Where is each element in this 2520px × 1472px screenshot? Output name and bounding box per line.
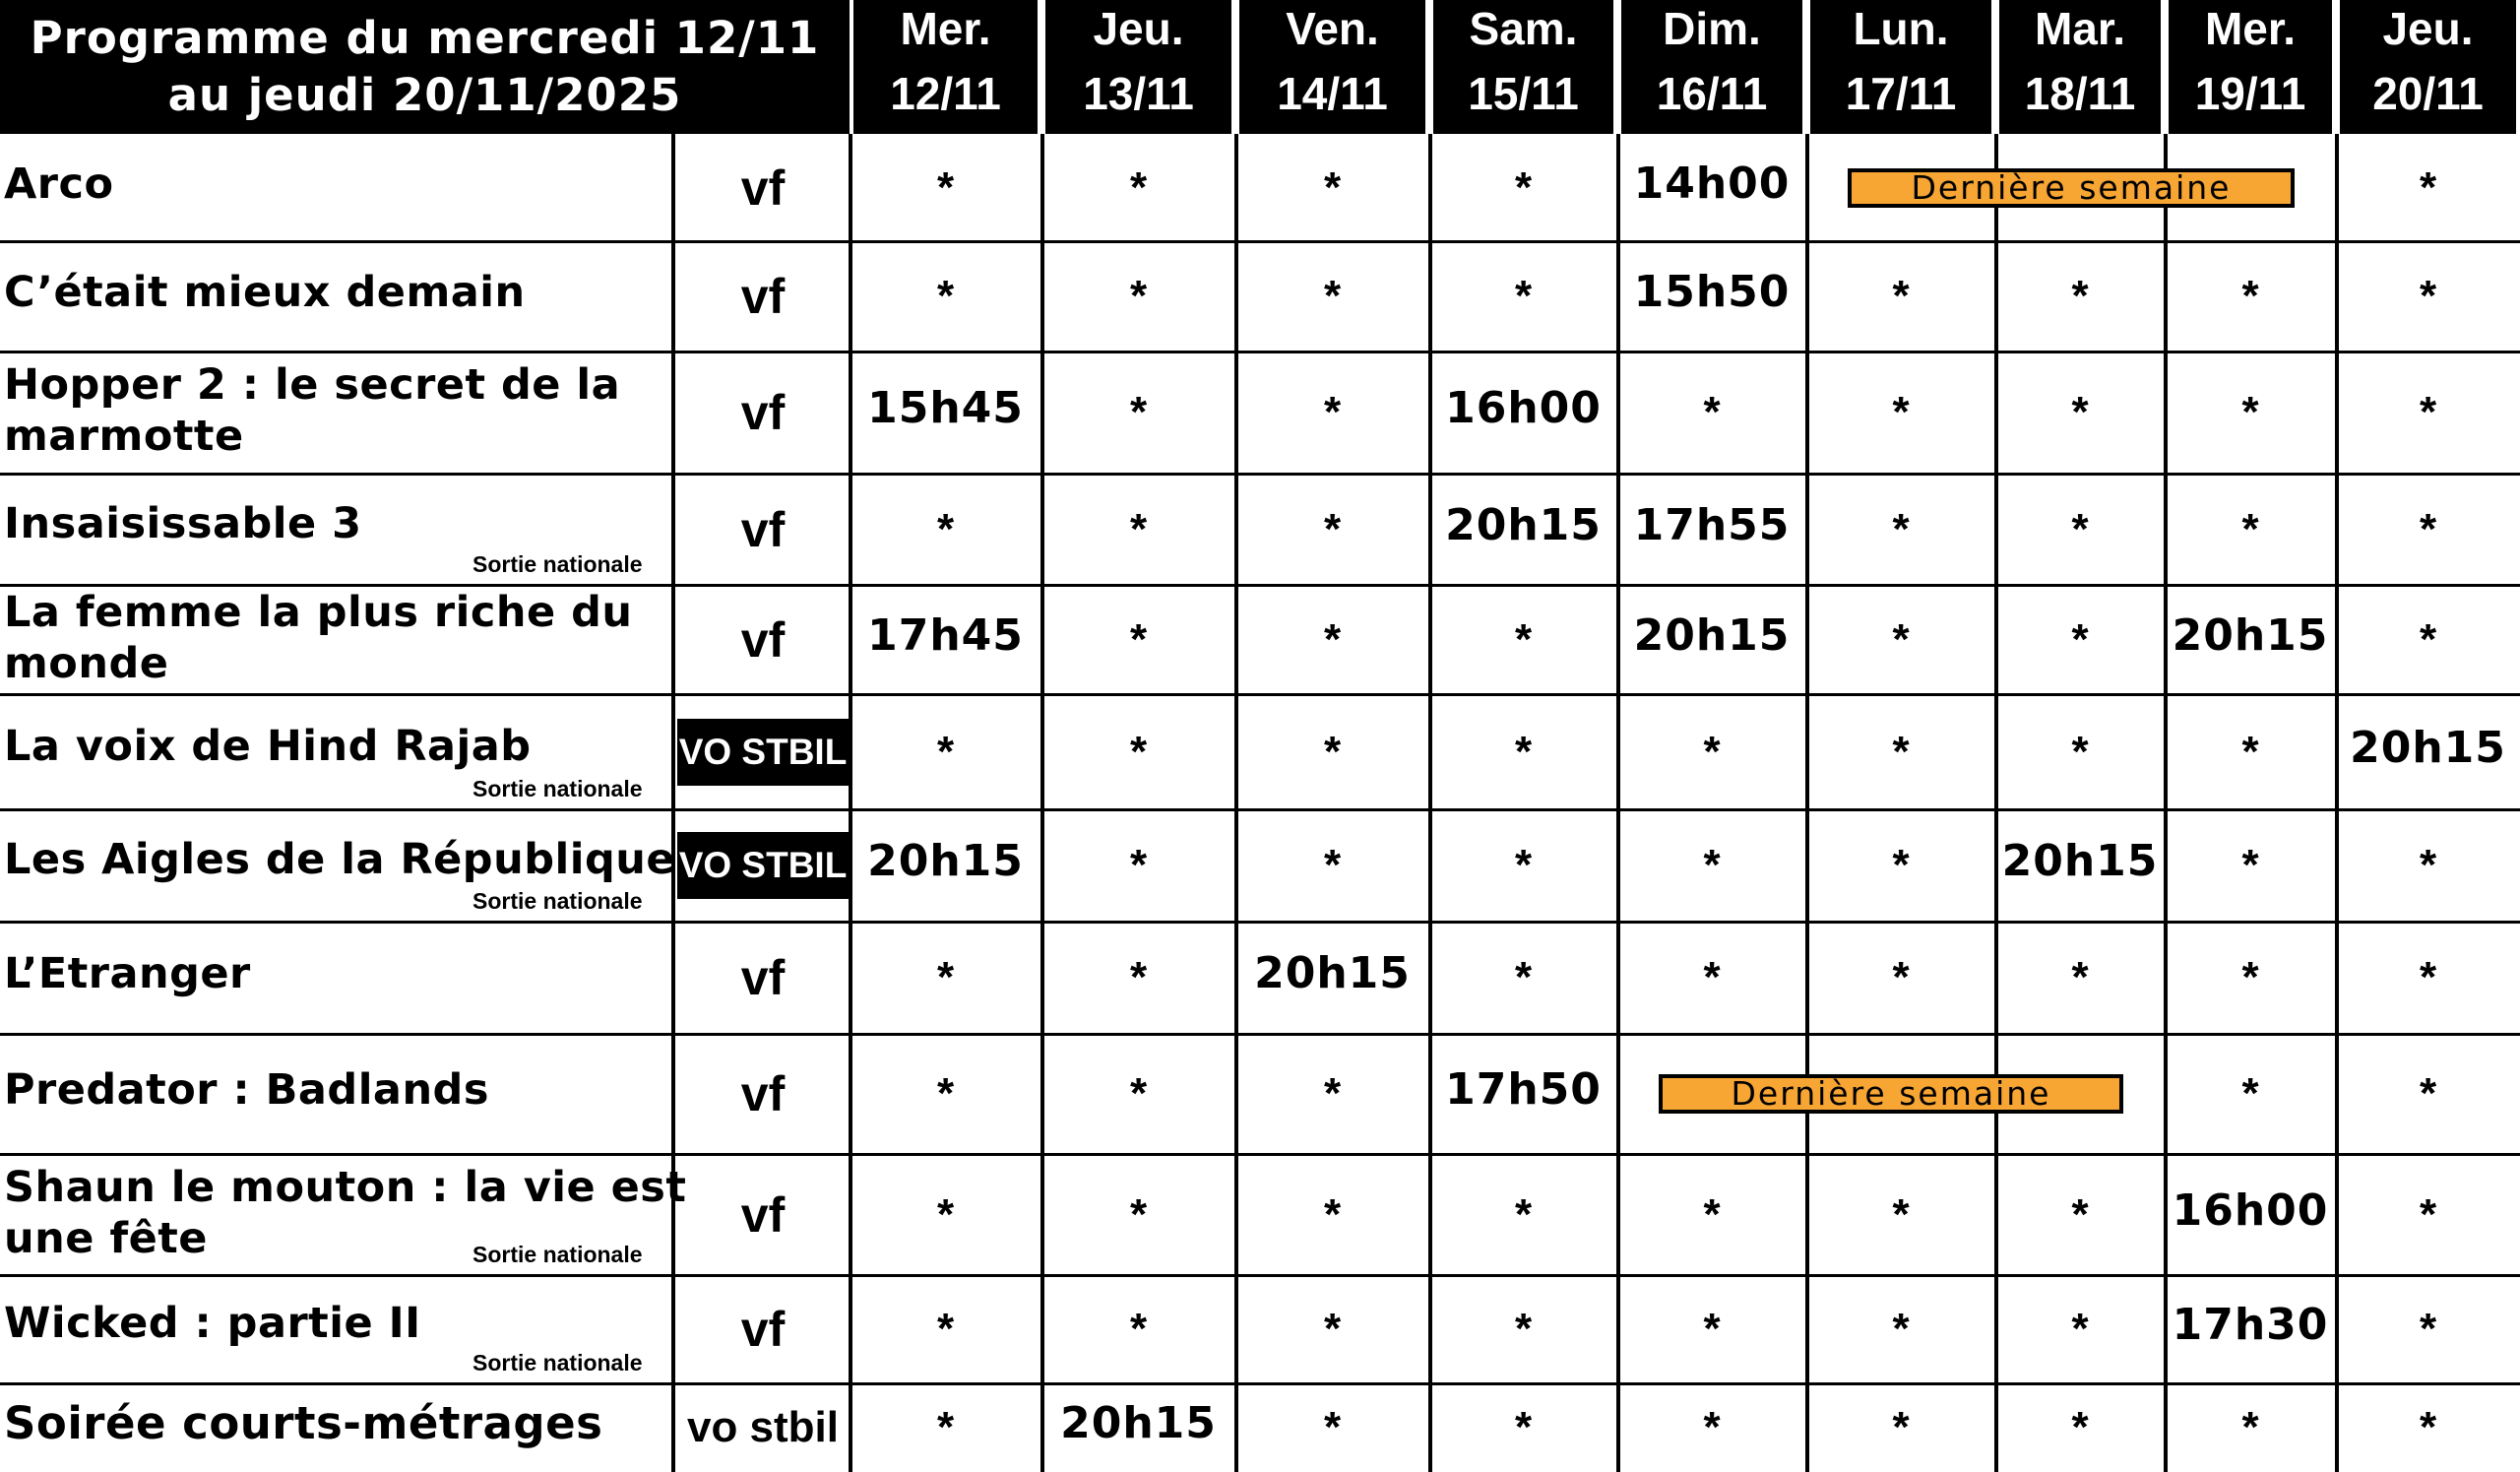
sortie-nationale-label: Sortie nationale xyxy=(472,888,643,914)
no-show-marker: * xyxy=(2241,841,2259,889)
no-show-marker: * xyxy=(1129,953,1148,1001)
no-show-marker: * xyxy=(2419,841,2437,889)
no-show-marker: * xyxy=(2071,1305,2089,1353)
showtime: 20h15 xyxy=(1254,948,1411,998)
no-show-marker: * xyxy=(1514,1305,1533,1353)
version-label: vf xyxy=(740,385,786,440)
no-show-marker: * xyxy=(936,1305,955,1353)
sortie-nationale-label: Sortie nationale xyxy=(472,1350,643,1376)
no-show-marker: * xyxy=(1129,614,1148,664)
no-show-marker: * xyxy=(936,504,955,553)
column-divider xyxy=(849,134,852,1472)
day-name: Sam. xyxy=(1469,3,1578,54)
showtime: 15h50 xyxy=(1633,267,1791,317)
no-show-marker: * xyxy=(1323,841,1342,889)
no-show-marker: * xyxy=(936,162,955,212)
showtime: 20h15 xyxy=(1060,1398,1217,1448)
film-title: Predator : Badlands xyxy=(4,1065,489,1115)
day-name: Jeu. xyxy=(2382,3,2474,54)
column-divider xyxy=(2335,134,2339,1472)
row-divider xyxy=(0,473,2520,476)
no-show-marker: * xyxy=(2419,1189,2437,1239)
column-divider xyxy=(1234,134,1238,1472)
version-label: vf xyxy=(740,1302,786,1357)
row-divider xyxy=(0,1382,2520,1385)
no-show-marker: * xyxy=(1892,841,1910,889)
row-divider xyxy=(0,351,2520,353)
row-divider xyxy=(0,693,2520,696)
no-show-marker: * xyxy=(2241,388,2259,436)
day-header-1 xyxy=(1045,0,1231,134)
day-name: Mar. xyxy=(2034,3,2126,54)
no-show-marker: * xyxy=(2419,1305,2437,1353)
film-title: L’Etranger xyxy=(4,949,251,998)
no-show-marker: * xyxy=(1323,1403,1342,1451)
no-show-marker: * xyxy=(1892,727,1910,776)
no-show-marker: * xyxy=(2419,1069,2437,1118)
derniere-semaine-banner: Dernière semaine xyxy=(1659,1074,2123,1114)
showtime: 20h15 xyxy=(1633,609,1791,661)
column-divider xyxy=(1428,134,1432,1472)
no-show-marker: * xyxy=(1703,953,1721,1001)
no-show-marker: * xyxy=(1323,614,1342,664)
no-show-marker: * xyxy=(1514,727,1533,776)
day-header-0 xyxy=(853,0,1038,134)
no-show-marker: * xyxy=(2071,614,2089,664)
no-show-marker: * xyxy=(2419,388,2437,436)
column-divider xyxy=(671,134,675,1472)
no-show-marker: * xyxy=(2071,727,2089,776)
no-show-marker: * xyxy=(936,272,955,320)
film-title: Insaisissable 3 xyxy=(4,498,362,548)
film-title: Hopper 2 : le secret de la xyxy=(4,360,621,410)
version-label: vf xyxy=(740,269,786,324)
no-show-marker: * xyxy=(1129,841,1148,889)
no-show-marker: * xyxy=(1323,727,1342,776)
day-date: 16/11 xyxy=(1656,68,1768,119)
no-show-marker: * xyxy=(1323,1305,1342,1353)
no-show-marker: * xyxy=(2071,504,2089,553)
showtime: 20h15 xyxy=(867,836,1024,886)
no-show-marker: * xyxy=(1129,504,1148,553)
film-title: Wicked : partie II xyxy=(4,1299,421,1348)
version-label: vf xyxy=(740,950,786,1005)
no-show-marker: * xyxy=(2419,614,2437,664)
no-show-marker: * xyxy=(2071,272,2089,320)
no-show-marker: * xyxy=(1129,388,1148,436)
programme-title-line1: Programme du mercredi 12/11 xyxy=(30,12,820,64)
derniere-semaine-banner: Dernière semaine xyxy=(1848,168,2295,208)
no-show-marker: * xyxy=(1703,1305,1721,1353)
version-label: VO STBIL xyxy=(677,719,849,786)
day-date: 15/11 xyxy=(1468,68,1579,119)
programme-title-line2: au jeudi 20/11/2025 xyxy=(167,69,682,121)
version-label: vf xyxy=(740,1186,786,1243)
showtime: 17h30 xyxy=(2172,1300,2329,1350)
film-title: Arco xyxy=(4,159,114,209)
no-show-marker: * xyxy=(1892,388,1910,436)
day-header-6 xyxy=(1999,0,2161,134)
no-show-marker: * xyxy=(1129,1305,1148,1353)
no-show-marker: * xyxy=(1703,1189,1721,1239)
column-divider xyxy=(2164,134,2168,1472)
film-title: C’était mieux demain xyxy=(4,268,526,317)
no-show-marker: * xyxy=(1323,1069,1342,1118)
version-label: vf xyxy=(740,611,786,668)
no-show-marker: * xyxy=(1323,504,1342,553)
film-title: monde xyxy=(4,638,169,688)
programme-title xyxy=(0,0,850,134)
no-show-marker: * xyxy=(936,1069,955,1118)
no-show-marker: * xyxy=(1514,953,1533,1001)
version-label: vf xyxy=(740,1066,786,1121)
row-divider xyxy=(0,921,2520,924)
column-divider xyxy=(1805,134,1809,1472)
column-divider xyxy=(1616,134,1620,1472)
no-show-marker: * xyxy=(2241,504,2259,553)
no-show-marker: * xyxy=(2419,1403,2437,1451)
version-label: VO STBIL xyxy=(677,832,849,899)
film-title: marmotte xyxy=(4,412,244,461)
showtime: 16h00 xyxy=(1445,383,1602,433)
no-show-marker: * xyxy=(1892,504,1910,553)
row-divider xyxy=(0,1153,2520,1156)
day-name: Dim. xyxy=(1663,3,1761,54)
no-show-marker: * xyxy=(1514,1403,1533,1451)
no-show-marker: * xyxy=(2419,162,2437,212)
sortie-nationale-label: Sortie nationale xyxy=(472,776,643,801)
no-show-marker: * xyxy=(2419,953,2437,1001)
day-name: Jeu. xyxy=(1093,3,1184,54)
day-header-2 xyxy=(1239,0,1425,134)
day-header-3 xyxy=(1433,0,1613,134)
no-show-marker: * xyxy=(1892,1305,1910,1353)
film-title: La voix de Hind Rajab xyxy=(4,721,532,771)
showtime: 15h45 xyxy=(867,383,1024,433)
day-date: 18/11 xyxy=(2024,68,2136,119)
no-show-marker: * xyxy=(1323,272,1342,320)
row-divider xyxy=(0,1274,2520,1277)
showtime: 20h15 xyxy=(1445,499,1602,550)
day-date: 12/11 xyxy=(890,68,1001,119)
no-show-marker: * xyxy=(1892,1403,1910,1451)
no-show-marker: * xyxy=(1514,162,1533,212)
day-header-4 xyxy=(1621,0,1802,134)
no-show-marker: * xyxy=(2241,272,2259,320)
column-divider xyxy=(1994,134,1998,1472)
day-date: 19/11 xyxy=(2194,68,2306,119)
no-show-marker: * xyxy=(936,1189,955,1239)
sortie-nationale-label: Sortie nationale xyxy=(472,551,643,577)
showtime: 17h50 xyxy=(1445,1064,1602,1115)
no-show-marker: * xyxy=(1514,841,1533,889)
sortie-nationale-label: Sortie nationale xyxy=(472,1242,643,1267)
film-title: une fête xyxy=(4,1213,208,1263)
no-show-marker: * xyxy=(1129,1189,1148,1239)
no-show-marker: * xyxy=(1514,272,1533,320)
no-show-marker: * xyxy=(1129,272,1148,320)
film-title: Les Aigles de la République xyxy=(4,835,676,884)
showtime: 20h15 xyxy=(2172,609,2329,661)
no-show-marker: * xyxy=(1514,614,1533,664)
day-date: 13/11 xyxy=(1083,68,1194,119)
film-title: Shaun le mouton : la vie est xyxy=(4,1162,687,1212)
no-show-marker: * xyxy=(2071,388,2089,436)
no-show-marker: * xyxy=(2071,1403,2089,1451)
no-show-marker: * xyxy=(1703,727,1721,776)
film-title: Soirée courts-métrages xyxy=(4,1397,603,1449)
no-show-marker: * xyxy=(2419,504,2437,553)
day-date: 17/11 xyxy=(1845,68,1957,119)
showtime: 16h00 xyxy=(2172,1184,2329,1236)
no-show-marker: * xyxy=(1703,841,1721,889)
day-header-8 xyxy=(2340,0,2516,134)
no-show-marker: * xyxy=(1323,388,1342,436)
showtime: 17h55 xyxy=(1633,499,1791,550)
no-show-marker: * xyxy=(1892,1189,1910,1239)
column-divider xyxy=(1040,134,1044,1472)
no-show-marker: * xyxy=(1323,1189,1342,1239)
day-header-5 xyxy=(1810,0,1991,134)
no-show-marker: * xyxy=(1514,1189,1533,1239)
row-divider xyxy=(0,1033,2520,1036)
no-show-marker: * xyxy=(936,727,955,776)
day-name: Ven. xyxy=(1286,3,1379,54)
no-show-marker: * xyxy=(2241,1403,2259,1451)
no-show-marker: * xyxy=(936,1403,955,1451)
day-date: 14/11 xyxy=(1277,68,1388,119)
no-show-marker: * xyxy=(1892,953,1910,1001)
showtime: 14h00 xyxy=(1633,158,1791,209)
no-show-marker: * xyxy=(1892,614,1910,664)
day-name: Mer. xyxy=(2204,3,2297,54)
no-show-marker: * xyxy=(2071,1189,2089,1239)
film-title: La femme la plus riche du xyxy=(4,587,633,637)
showtime: 17h45 xyxy=(867,609,1024,661)
no-show-marker: * xyxy=(2419,272,2437,320)
row-divider xyxy=(0,808,2520,811)
no-show-marker: * xyxy=(1703,1403,1721,1451)
version-label: vf xyxy=(740,501,786,557)
no-show-marker: * xyxy=(2241,727,2259,776)
no-show-marker: * xyxy=(1129,727,1148,776)
no-show-marker: * xyxy=(936,953,955,1001)
no-show-marker: * xyxy=(1703,388,1721,436)
showtime: 20h15 xyxy=(2350,722,2506,773)
no-show-marker: * xyxy=(2071,953,2089,1001)
day-header-7 xyxy=(2169,0,2332,134)
no-show-marker: * xyxy=(1892,272,1910,320)
no-show-marker: * xyxy=(2241,1069,2259,1118)
showtime: 20h15 xyxy=(2001,836,2159,886)
day-date: 20/11 xyxy=(2372,68,2484,119)
day-name: Mer. xyxy=(900,3,991,54)
row-divider xyxy=(0,240,2520,243)
no-show-marker: * xyxy=(1129,162,1148,212)
day-name: Lun. xyxy=(1853,3,1949,54)
no-show-marker: * xyxy=(1129,1069,1148,1118)
version-label: vo stbil xyxy=(686,1403,840,1451)
version-label: vf xyxy=(740,160,786,216)
no-show-marker: * xyxy=(2241,953,2259,1001)
no-show-marker: * xyxy=(1323,162,1342,212)
